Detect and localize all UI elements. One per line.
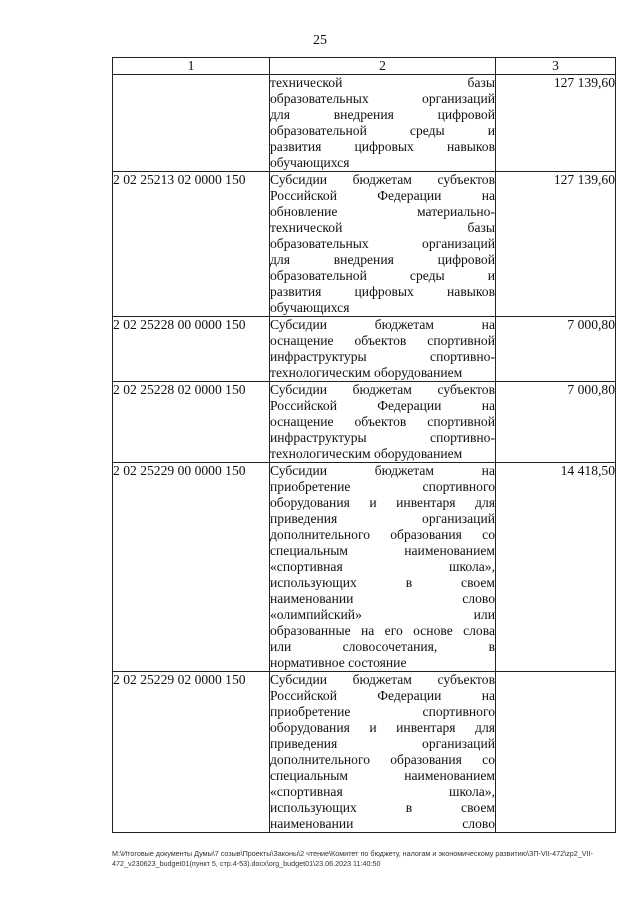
income-description <box>270 672 496 833</box>
description-line: для внедрения цифровой <box>270 252 495 267</box>
footer-path-line-1: M:\Итоговые документы Думы\7 созыв\Проекты\Законы\2 чтение\Комитет по бюджету, налогам и экономическому развитию\ЗП-VII-472\zp2_VII- <box>112 849 593 858</box>
description-line: использующих в своем <box>270 575 495 590</box>
description-line: оборудования и инвентаря для <box>270 720 495 735</box>
description-line: Субсидии бюджетам субъектов <box>270 672 495 687</box>
description-line: развития цифровых навыков <box>270 284 495 299</box>
budget-code: 2 02 25228 02 0000 150 <box>113 382 270 463</box>
description-line: обновление материально- <box>270 204 495 219</box>
table-row <box>113 75 616 172</box>
description-line: технологическим оборудованием <box>270 446 463 461</box>
description-line: обучающихся <box>270 300 350 315</box>
description-line: инфраструктуры спортивно- <box>270 430 495 445</box>
footer-path-line-2: 472_v230623_budget01(пункт 5, стр.4-53).docx\org_budget01\23.06.2023 11:40:50 <box>112 859 381 868</box>
amount-value: 127 139,60 <box>496 75 616 172</box>
column-header-name: 2 <box>270 58 496 75</box>
column-header-code: 1 <box>113 58 270 75</box>
description-line: оборудования и инвентаря для <box>270 495 495 510</box>
amount-value: 127 139,60 <box>496 172 616 317</box>
table-header <box>113 58 616 75</box>
amount-value: 7 000,80 <box>496 382 616 463</box>
description-line: Субсидии бюджетам на <box>270 463 495 478</box>
description-line: Российской Федерации на <box>270 688 495 703</box>
income-description <box>270 172 496 317</box>
description-line: Российской Федерации на <box>270 188 495 203</box>
description-line: наименовании слово <box>270 816 495 831</box>
description-line: наименовании слово <box>270 591 495 606</box>
description-line: оснащение объектов спортивной <box>270 333 495 348</box>
description-line: «спортивная школа», <box>270 784 495 799</box>
budget-code: 2 02 25228 00 0000 150 <box>113 317 270 382</box>
description-line: инфраструктуры спортивно- <box>270 349 495 364</box>
income-description <box>270 317 496 382</box>
description-line: Российской Федерации на <box>270 398 495 413</box>
table-row <box>113 172 616 317</box>
description-line: технической базы <box>270 75 495 90</box>
column-header-amount: 3 <box>496 58 616 75</box>
description-line: технологическим оборудованием <box>270 365 463 380</box>
description-line: Субсидии бюджетам субъектов <box>270 172 495 187</box>
description-line: «спортивная школа», <box>270 559 495 574</box>
amount-value: 7 000,80 <box>496 317 616 382</box>
description-line: нормативное состояние <box>270 655 407 670</box>
document-footer <box>112 849 615 869</box>
description-line: оснащение объектов спортивной <box>270 414 495 429</box>
budget-code: 2 02 25213 02 0000 150 <box>113 172 270 317</box>
table-row <box>113 317 616 382</box>
budget-code: 2 02 25229 00 0000 150 <box>113 463 270 672</box>
description-line: для внедрения цифровой <box>270 107 495 122</box>
description-line: образовательных организаций <box>270 91 495 106</box>
description-line: образовательных организаций <box>270 236 495 251</box>
page-number: 25 <box>313 33 327 48</box>
description-line: «олимпийский» или <box>270 607 495 622</box>
description-line: Субсидии бюджетам на <box>270 317 495 332</box>
budget-table <box>112 57 616 833</box>
table-body <box>113 75 616 833</box>
income-description <box>270 463 496 672</box>
description-line: образовательной среды и <box>270 123 495 138</box>
description-line: приведения организаций <box>270 511 495 526</box>
description-line: технической базы <box>270 220 495 235</box>
amount-value <box>496 672 616 833</box>
description-line: обучающихся <box>270 155 350 170</box>
description-line: специальным наименованием <box>270 543 495 558</box>
description-line: дополнительного образования со <box>270 527 495 542</box>
description-line: приобретение спортивного <box>270 704 495 719</box>
table-row <box>113 382 616 463</box>
income-description <box>270 75 496 172</box>
budget-code: 2 02 25229 02 0000 150 <box>113 672 270 833</box>
description-line: образовательной среды и <box>270 268 495 283</box>
description-line: Субсидии бюджетам субъектов <box>270 382 495 397</box>
income-description <box>270 382 496 463</box>
table-row <box>113 672 616 833</box>
description-line: приобретение спортивного <box>270 479 495 494</box>
description-line: использующих в своем <box>270 800 495 815</box>
description-line: образованные на его основе слова <box>270 623 495 638</box>
table-row <box>113 463 616 672</box>
budget-code <box>113 75 270 172</box>
description-line: или словосочетания, в <box>270 639 495 654</box>
description-line: специальным наименованием <box>270 768 495 783</box>
description-line: приведения организаций <box>270 736 495 751</box>
amount-value: 14 418,50 <box>496 463 616 672</box>
description-line: развития цифровых навыков <box>270 139 495 154</box>
description-line: дополнительного образования со <box>270 752 495 767</box>
